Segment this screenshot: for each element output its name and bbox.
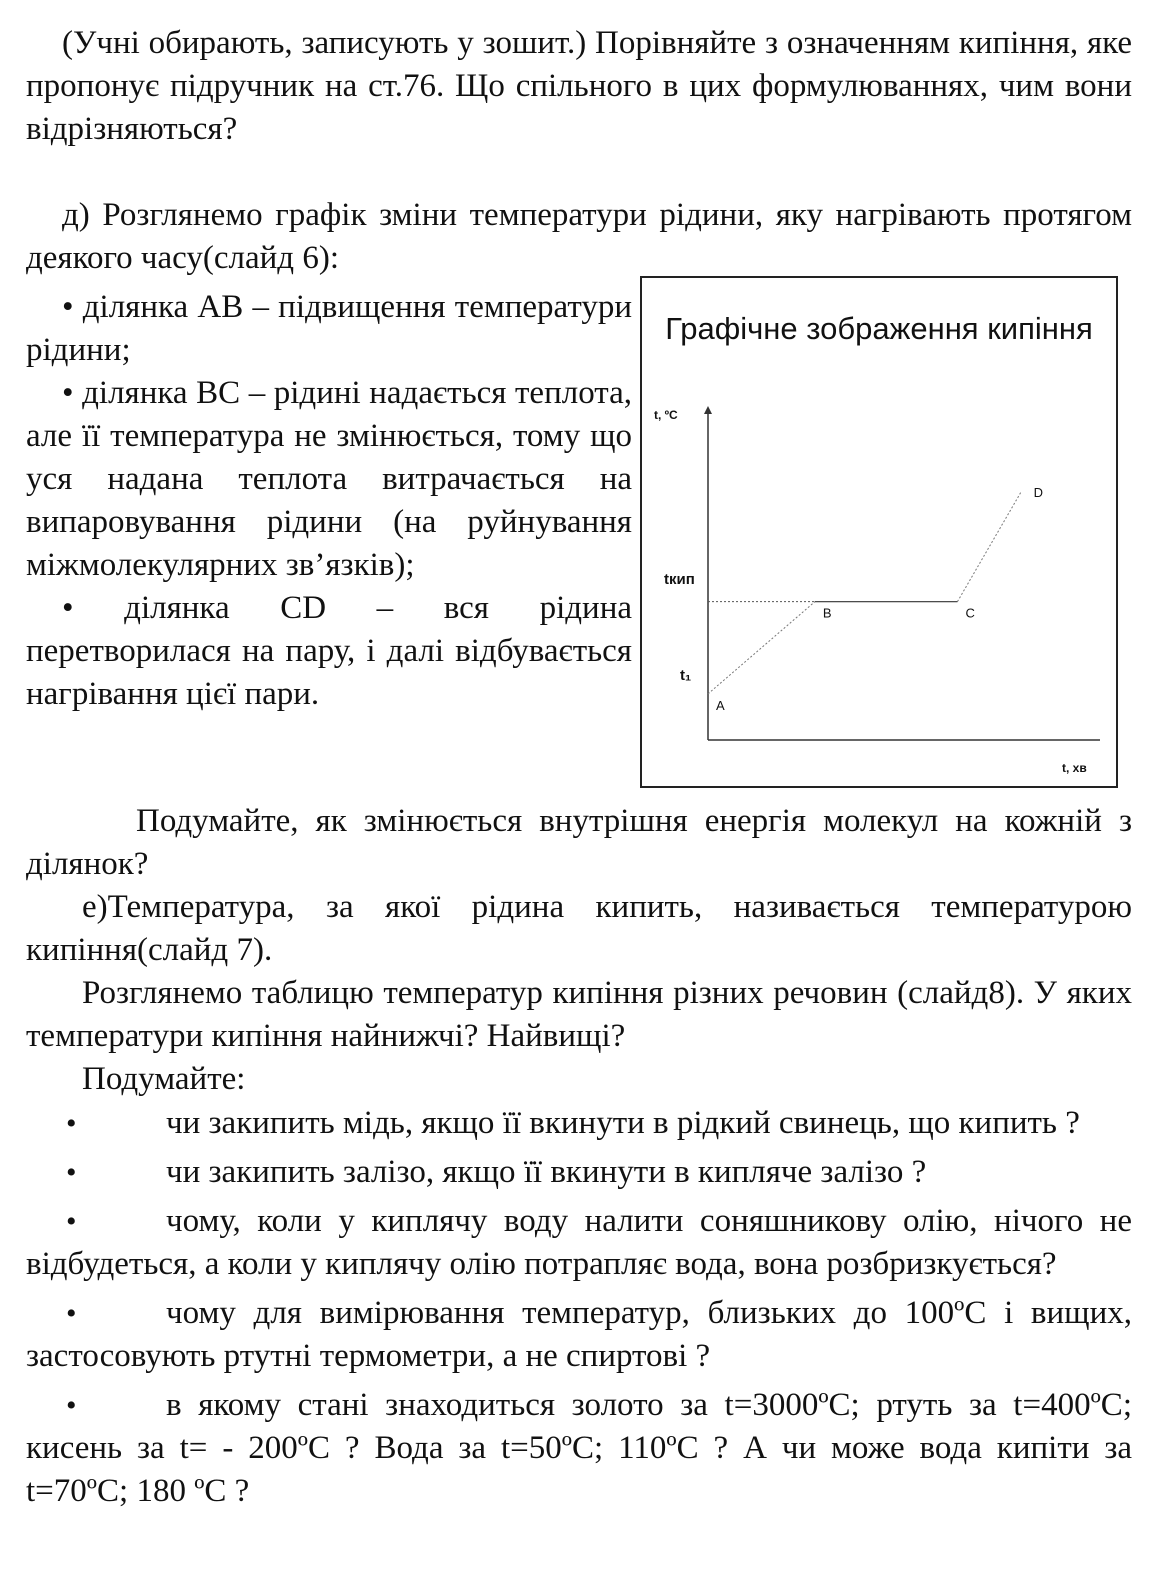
bullet — [62, 1292, 166, 1335]
question-item — [26, 1200, 1132, 1286]
y-axis-label: t, ºC — [654, 408, 678, 422]
bullet — [62, 1200, 166, 1243]
temperature-series — [708, 485, 1043, 713]
series-segment-cd — [957, 491, 1021, 602]
bullet — [62, 1102, 166, 1145]
boiling-graph-figure — [640, 276, 1118, 788]
segment-cd: • ділянка CD – вся рідина перетворилася на пару, і далі відбувається нагрівання цієї пари. — [26, 590, 632, 712]
t-boil-label: tкип — [664, 571, 695, 588]
think-energy-paragraph: Подумайте, як змінюється внутрішня енергія молекул на кожній з ділянок? — [26, 803, 1132, 882]
segments-list — [26, 286, 632, 716]
question-text: чому для вимірювання температур, близьких до 100ºC і вищих, застосовують ртутні термометри, а не спиртові ? — [26, 1295, 1132, 1374]
question-item — [26, 1102, 1132, 1145]
segment-ab: • ділянка AB – підвищення температури рідини; — [26, 289, 632, 368]
y-axis-arrow — [704, 406, 712, 414]
point-label-c: C — [965, 605, 975, 621]
question-text: чому, коли у киплячу воду налити соняшникову олію, нічого не відбудеться, а коли у киплячу олію потрапляє вода, вона розбризкується? — [26, 1203, 1132, 1282]
point-label-b: B — [822, 605, 832, 621]
question-text: чи закипить залізо, якщо її вкинути в кипляче залізо ? — [166, 1154, 927, 1190]
bullet — [62, 1384, 166, 1427]
point-label-a: A — [716, 697, 725, 713]
t1-label: t₁ — [680, 667, 692, 684]
boiling-temp-paragraph: е)Температура, за якої рідина кипить, називається температурою кипіння(слайд 7). — [26, 889, 1132, 968]
table-intro-paragraph: Розглянемо таблицю температур кипіння різних речовин (слайд8). У яких температури кипіння найнижчі? Найвищі? — [26, 975, 1132, 1054]
intro-paragraph: (Учні обирають, записують у зошит.) Порівняйте з означенням кипіння, яке пропонує підручник на ст.76. Що спільного в цих формулюваннях, чим вони відрізняються? — [26, 25, 1132, 147]
question-item — [26, 1292, 1132, 1378]
graph-intro-paragraph: д) Розглянемо графік зміни температури рідини, яку нагрівають протягом деякого часу(слайд 6): — [26, 197, 1132, 276]
questions-list — [26, 1102, 1132, 1519]
point-label-d: D — [1033, 485, 1043, 500]
question-text: в якому стані знаходиться золото за t=3000ºC; ртуть за t=400ºC; кисень за t= - 200ºC ? Вода за t=50ºC; 110ºC ? А чи може вода кипіти за t=70ºC; 180 ºC ? — [26, 1387, 1132, 1509]
question-item — [26, 1384, 1132, 1513]
think-heading: Подумайте: — [82, 1061, 246, 1097]
question-item — [26, 1151, 1132, 1194]
segment-bc: • ділянка BC – рідині надається теплота, але її температура не змінюється, тому що уся надана теплота витрачається на випаровування рідини (на руйнування міжмолекулярних зв’язків); — [26, 375, 632, 583]
bullet — [62, 1151, 166, 1194]
series-segment-ab — [708, 602, 815, 694]
question-text: чи закипить мідь, якщо її вкинути в рідкий свинець, що кипить ? — [166, 1105, 1080, 1141]
boiling-graph — [642, 278, 1116, 786]
figure-title: Графічне зображення кипіння — [665, 311, 1093, 346]
x-axis-label: t, хв — [1062, 761, 1087, 775]
